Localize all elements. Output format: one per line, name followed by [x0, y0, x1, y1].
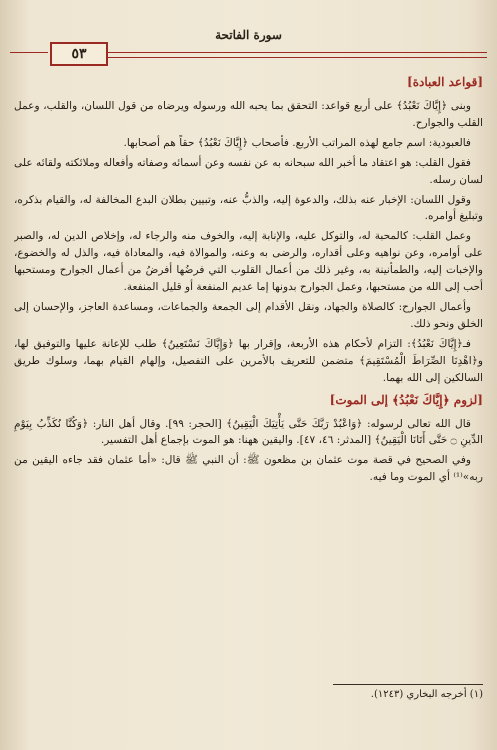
page-number: ٥٣	[50, 42, 108, 66]
section-heading: [قواعد العبادة]	[407, 75, 483, 89]
paragraph: وعمل القلب: كالمحبة له، والتوكل عليه، والإنابة إليه، والخوف منه والرجاء له، وإخلاص الدين له، والصبر على أوامره، وعن نواهيه وعلى أقداره، والرضى به وعنه، والموالاة فيه، والمعاداة فيه، والذل له والخضوع، والإخبات إليه، والطمأنينة به، وغير ذلك من أعمال القلوب التي فرضُها أفرضُ من أعمال الجوارح ومستحبها أحب إلى الله من مستحبها، وعمل الجوارح بدونها إما عديم المنفعة أو قليل المنفعة.	[14, 230, 483, 294]
header-rule-left	[10, 52, 48, 53]
paragraph: وقول اللسان: الإخبار عنه بذلك، والدعوة إليه، والذبُّ عنه، وتبيين بطلان البدع المخالفة له، والقيام بذكره، وتبليغ أوامره.	[14, 193, 483, 223]
paragraph: فالعبودية: اسم جامع لهذه المراتب الأربع. فأصحاب ﴿إِيَّاكَ نَعْبُدُ﴾ حقاً هم أصحابها.	[123, 136, 471, 149]
header-rule	[108, 52, 487, 53]
paragraph: فـ﴿إِيَّاكَ نَعْبُدُ﴾: التزام لأحكام هذه الأربعة، وإقرار بها ﴿وَإِيَّاكَ نَسْتَعِينُ﴾ طلب للإعانة عليها والتوفيق لها، و﴿اهْدِنَا الصِّرَاطَ الْمُسْتَقِيمَ﴾ متضمن للتعريف بالأمرين على التفصيل، وإلهام القيام بهما، وسلوك طريق السالكين إلى الله بهما.	[14, 337, 483, 384]
main-text	[14, 70, 483, 670]
page-header	[10, 28, 487, 64]
header-rule-thin	[108, 57, 487, 58]
paragraph: وبنى ﴿إِيَّاكَ نَعْبُدُ﴾ على أربع قواعد: التحقق بما يحبه الله ورسوله ويرضاه من قول اللسان، والقلب، وعمل القلب والجوارح.	[14, 100, 483, 129]
paragraph: وأعمال الجوارح: كالصلاة والجهاد، ونقل الأقدام إلى الجمعة والجماعات، ومساعدة العاجز، والإحسان إلى الخلق ونحو ذلك.	[14, 300, 483, 330]
paragraph: قال الله تعالى لرسوله: ﴿وَاعْبُدْ رَبَّكَ حَتَّى يَأْتِيَكَ الْيَقِينُ﴾ [الحجر: ٩٩]. وقال أهل النار: ﴿وَكُنَّا نُكَذِّبُ بِيَوْمِ الدِّينِ ۝ حَتَّى أَتَانَا الْيَقِينُ﴾ [المدثر: ٤٦، ٤٧]. واليقين ههنا: هو الموت بإجماع أهل التفسير.	[14, 417, 483, 447]
paragraph: وفي الصحيح في قصة موت عثمان بن مظعون ﷺ: أن النبي ﷺ قال: «أما عثمان فقد جاءه اليقين من ربه»⁽¹⁾ أي الموت وما فيه.	[14, 454, 483, 484]
footnote-divider	[333, 684, 483, 685]
footnote: (١) أخرجه البخاري (١٢٤٣).	[370, 689, 483, 700]
paragraph: فقول القلب: هو اعتقاد ما أخبر الله سبحانه به عن نفسه وعن أسمائه وصفاته وأفعاله وملائكته ولقائه على لسان رسله.	[14, 156, 483, 186]
running-title: سورة الفاتحة	[215, 28, 282, 42]
section-heading: [لزوم ﴿إِيَّاكَ نَعْبُدُ﴾ إلى الموت]	[329, 392, 483, 407]
